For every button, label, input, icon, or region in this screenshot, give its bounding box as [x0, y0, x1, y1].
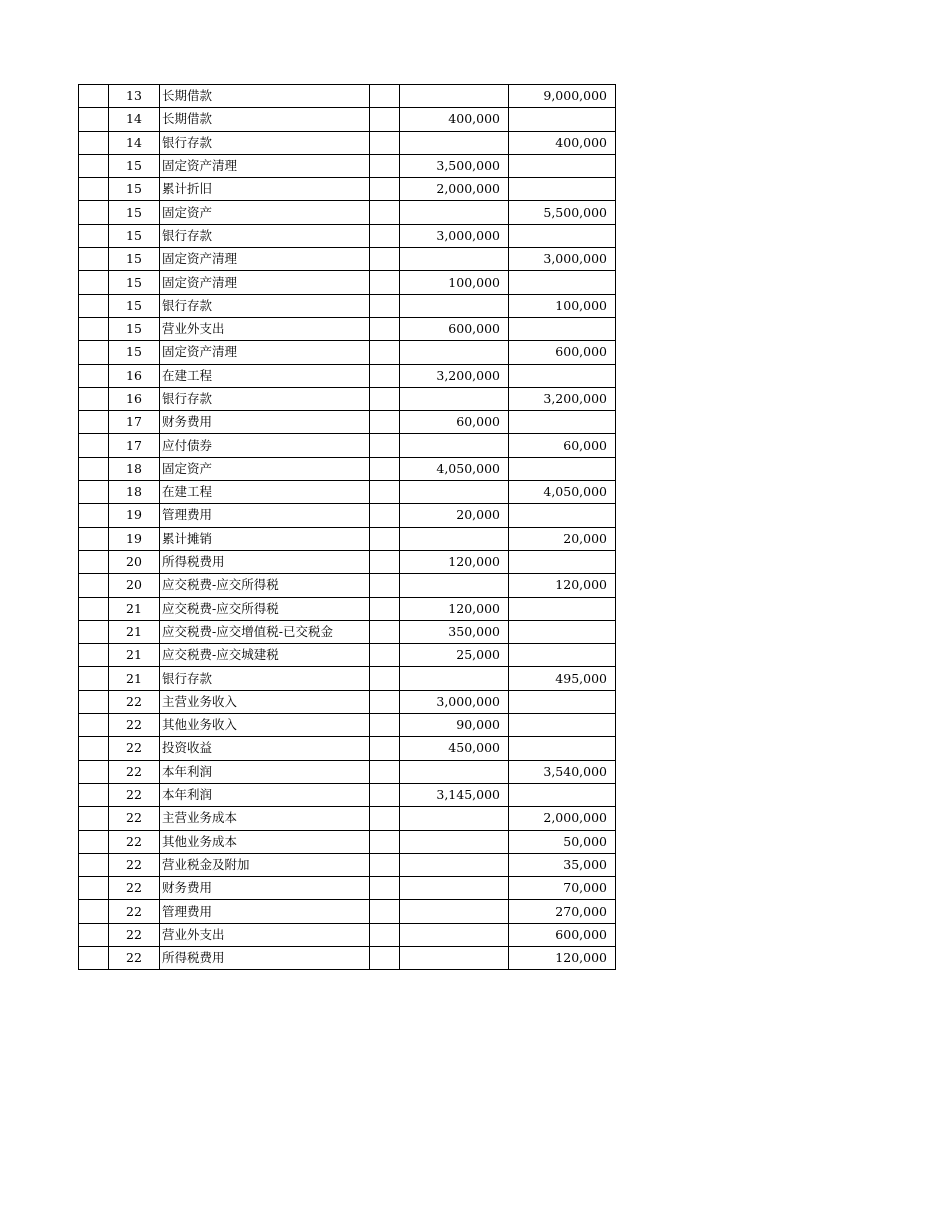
entry-number-cell[interactable]: 14 — [109, 131, 160, 154]
debit-amount-cell[interactable]: 90,000 — [400, 714, 509, 737]
debit-amount-cell[interactable]: 3,145,000 — [400, 783, 509, 806]
blank-cell[interactable] — [79, 830, 109, 853]
blank-cell[interactable] — [79, 550, 109, 573]
entry-number-cell[interactable]: 22 — [109, 737, 160, 760]
reference-cell[interactable] — [370, 271, 400, 294]
table-row — [79, 201, 616, 224]
reference-cell[interactable] — [370, 154, 400, 177]
account-name-cell[interactable]: 应付债券 — [160, 434, 370, 457]
entry-number-cell[interactable]: 15 — [109, 341, 160, 364]
entry-number-cell[interactable]: 22 — [109, 783, 160, 806]
table-row — [79, 131, 616, 154]
credit-amount-cell[interactable] — [509, 597, 616, 620]
table-row — [79, 877, 616, 900]
debit-amount-cell[interactable]: 25,000 — [400, 644, 509, 667]
entry-number-cell[interactable]: 18 — [109, 457, 160, 480]
reference-cell[interactable] — [370, 178, 400, 201]
blank-cell[interactable] — [79, 527, 109, 550]
blank-cell[interactable] — [79, 574, 109, 597]
reference-cell[interactable] — [370, 411, 400, 434]
table-row — [79, 248, 616, 271]
account-name-cell[interactable]: 财务费用 — [160, 411, 370, 434]
ledger-body — [79, 85, 616, 970]
table-row — [79, 434, 616, 457]
credit-amount-cell[interactable] — [509, 737, 616, 760]
debit-amount-cell[interactable] — [400, 85, 509, 108]
blank-cell[interactable] — [79, 597, 109, 620]
account-name-cell[interactable]: 长期借款 — [160, 85, 370, 108]
credit-amount-cell[interactable]: 20,000 — [509, 527, 616, 550]
entry-number-cell[interactable]: 21 — [109, 667, 160, 690]
account-name-cell[interactable]: 主营业务收入 — [160, 690, 370, 713]
table-row — [79, 667, 616, 690]
credit-amount-cell[interactable]: 3,200,000 — [509, 387, 616, 410]
account-name-cell[interactable]: 应交税费-应交城建税 — [160, 644, 370, 667]
credit-amount-cell[interactable] — [509, 783, 616, 806]
account-name-cell[interactable]: 银行存款 — [160, 224, 370, 247]
account-name-cell[interactable]: 管理费用 — [160, 900, 370, 923]
reference-cell[interactable] — [370, 457, 400, 480]
credit-amount-cell[interactable]: 2,000,000 — [509, 807, 616, 830]
reference-cell[interactable] — [370, 946, 400, 969]
account-name-cell[interactable]: 固定资产清理 — [160, 271, 370, 294]
blank-cell[interactable] — [79, 248, 109, 271]
debit-amount-cell[interactable] — [400, 248, 509, 271]
account-name-cell[interactable]: 营业税金及附加 — [160, 853, 370, 876]
credit-amount-cell[interactable]: 50,000 — [509, 830, 616, 853]
entry-number-cell[interactable]: 17 — [109, 411, 160, 434]
entry-number-cell[interactable]: 20 — [109, 550, 160, 573]
debit-amount-cell[interactable]: 3,500,000 — [400, 154, 509, 177]
blank-cell[interactable] — [79, 178, 109, 201]
account-name-cell[interactable]: 在建工程 — [160, 481, 370, 504]
entry-number-cell[interactable]: 16 — [109, 364, 160, 387]
table-row — [79, 946, 616, 969]
reference-cell[interactable] — [370, 760, 400, 783]
debit-amount-cell[interactable] — [400, 481, 509, 504]
reference-cell[interactable] — [370, 830, 400, 853]
entry-number-cell[interactable]: 15 — [109, 271, 160, 294]
account-name-cell[interactable]: 累计折旧 — [160, 178, 370, 201]
table-row — [79, 550, 616, 573]
entry-number-cell[interactable]: 15 — [109, 201, 160, 224]
credit-amount-cell[interactable] — [509, 317, 616, 340]
debit-amount-cell[interactable]: 400,000 — [400, 108, 509, 131]
debit-amount-cell[interactable] — [400, 877, 509, 900]
credit-amount-cell[interactable]: 270,000 — [509, 900, 616, 923]
reference-cell[interactable] — [370, 783, 400, 806]
table-row — [79, 830, 616, 853]
blank-cell[interactable] — [79, 946, 109, 969]
blank-cell[interactable] — [79, 224, 109, 247]
reference-cell[interactable] — [370, 574, 400, 597]
debit-amount-cell[interactable] — [400, 760, 509, 783]
credit-amount-cell[interactable]: 495,000 — [509, 667, 616, 690]
blank-cell[interactable] — [79, 481, 109, 504]
debit-amount-cell[interactable]: 450,000 — [400, 737, 509, 760]
table-row — [79, 900, 616, 923]
entry-number-cell[interactable]: 15 — [109, 178, 160, 201]
account-name-cell[interactable]: 所得税费用 — [160, 550, 370, 573]
entry-number-cell[interactable]: 22 — [109, 830, 160, 853]
reference-cell[interactable] — [370, 294, 400, 317]
reference-cell[interactable] — [370, 737, 400, 760]
table-row — [79, 481, 616, 504]
entry-number-cell[interactable]: 19 — [109, 504, 160, 527]
account-name-cell[interactable]: 固定资产清理 — [160, 341, 370, 364]
entry-number-cell[interactable]: 19 — [109, 527, 160, 550]
reference-cell[interactable] — [370, 690, 400, 713]
debit-amount-cell[interactable] — [400, 923, 509, 946]
account-name-cell[interactable]: 固定资产清理 — [160, 248, 370, 271]
credit-amount-cell[interactable]: 120,000 — [509, 574, 616, 597]
debit-amount-cell[interactable]: 3,200,000 — [400, 364, 509, 387]
account-name-cell[interactable]: 累计摊销 — [160, 527, 370, 550]
debit-amount-cell[interactable]: 20,000 — [400, 504, 509, 527]
credit-amount-cell[interactable]: 400,000 — [509, 131, 616, 154]
debit-amount-cell[interactable] — [400, 387, 509, 410]
entry-number-cell[interactable]: 18 — [109, 481, 160, 504]
credit-amount-cell[interactable] — [509, 690, 616, 713]
debit-amount-cell[interactable] — [400, 131, 509, 154]
blank-cell[interactable] — [79, 667, 109, 690]
account-name-cell[interactable]: 营业外支出 — [160, 317, 370, 340]
debit-amount-cell[interactable]: 4,050,000 — [400, 457, 509, 480]
credit-amount-cell[interactable]: 35,000 — [509, 853, 616, 876]
debit-amount-cell[interactable]: 600,000 — [400, 317, 509, 340]
entry-number-cell[interactable]: 22 — [109, 690, 160, 713]
blank-cell[interactable] — [79, 644, 109, 667]
reference-cell[interactable] — [370, 597, 400, 620]
credit-amount-cell[interactable]: 9,000,000 — [509, 85, 616, 108]
account-name-cell[interactable]: 投资收益 — [160, 737, 370, 760]
blank-cell[interactable] — [79, 85, 109, 108]
reference-cell[interactable] — [370, 131, 400, 154]
blank-cell[interactable] — [79, 364, 109, 387]
blank-cell[interactable] — [79, 341, 109, 364]
debit-amount-cell[interactable]: 350,000 — [400, 620, 509, 643]
credit-amount-cell[interactable]: 60,000 — [509, 434, 616, 457]
credit-amount-cell[interactable] — [509, 224, 616, 247]
entry-number-cell[interactable]: 15 — [109, 294, 160, 317]
reference-cell[interactable] — [370, 224, 400, 247]
blank-cell[interactable] — [79, 201, 109, 224]
debit-amount-cell[interactable]: 3,000,000 — [400, 224, 509, 247]
credit-amount-cell[interactable] — [509, 154, 616, 177]
table-row — [79, 923, 616, 946]
blank-cell[interactable] — [79, 877, 109, 900]
entry-number-cell[interactable]: 22 — [109, 946, 160, 969]
blank-cell[interactable] — [79, 690, 109, 713]
credit-amount-cell[interactable]: 4,050,000 — [509, 481, 616, 504]
reference-cell[interactable] — [370, 317, 400, 340]
credit-amount-cell[interactable] — [509, 620, 616, 643]
blank-cell[interactable] — [79, 317, 109, 340]
blank-cell[interactable] — [79, 900, 109, 923]
account-name-cell[interactable]: 在建工程 — [160, 364, 370, 387]
credit-amount-cell[interactable] — [509, 364, 616, 387]
account-name-cell[interactable]: 营业外支出 — [160, 923, 370, 946]
account-name-cell[interactable]: 应交税费-应交所得税 — [160, 597, 370, 620]
account-name-cell[interactable]: 其他业务收入 — [160, 714, 370, 737]
debit-amount-cell[interactable] — [400, 946, 509, 969]
credit-amount-cell[interactable]: 5,500,000 — [509, 201, 616, 224]
blank-cell[interactable] — [79, 783, 109, 806]
blank-cell[interactable] — [79, 434, 109, 457]
account-name-cell[interactable]: 其他业务成本 — [160, 830, 370, 853]
reference-cell[interactable] — [370, 877, 400, 900]
reference-cell[interactable] — [370, 527, 400, 550]
entry-number-cell[interactable]: 22 — [109, 760, 160, 783]
table-row — [79, 341, 616, 364]
account-name-cell[interactable]: 银行存款 — [160, 667, 370, 690]
credit-amount-cell[interactable]: 600,000 — [509, 923, 616, 946]
table-row — [79, 178, 616, 201]
entry-number-cell[interactable]: 21 — [109, 644, 160, 667]
account-name-cell[interactable]: 财务费用 — [160, 877, 370, 900]
table-row — [79, 154, 616, 177]
debit-amount-cell[interactable]: 100,000 — [400, 271, 509, 294]
debit-amount-cell[interactable]: 120,000 — [400, 597, 509, 620]
credit-amount-cell[interactable] — [509, 504, 616, 527]
credit-amount-cell[interactable]: 120,000 — [509, 946, 616, 969]
entry-number-cell[interactable]: 15 — [109, 224, 160, 247]
table-row — [79, 853, 616, 876]
blank-cell[interactable] — [79, 294, 109, 317]
reference-cell[interactable] — [370, 900, 400, 923]
reference-cell[interactable] — [370, 248, 400, 271]
table-row — [79, 457, 616, 480]
account-name-cell[interactable]: 主营业务成本 — [160, 807, 370, 830]
table-row — [79, 690, 616, 713]
entry-number-cell[interactable]: 16 — [109, 387, 160, 410]
table-row — [79, 574, 616, 597]
debit-amount-cell[interactable] — [400, 853, 509, 876]
credit-amount-cell[interactable] — [509, 178, 616, 201]
reference-cell[interactable] — [370, 85, 400, 108]
reference-cell[interactable] — [370, 853, 400, 876]
entry-number-cell[interactable]: 21 — [109, 620, 160, 643]
credit-amount-cell[interactable] — [509, 550, 616, 573]
debit-amount-cell[interactable] — [400, 900, 509, 923]
debit-amount-cell[interactable]: 3,000,000 — [400, 690, 509, 713]
account-name-cell[interactable]: 银行存款 — [160, 131, 370, 154]
table-row — [79, 224, 616, 247]
table-row — [79, 737, 616, 760]
table-row — [79, 504, 616, 527]
debit-amount-cell[interactable] — [400, 341, 509, 364]
credit-amount-cell[interactable] — [509, 411, 616, 434]
blank-cell[interactable] — [79, 411, 109, 434]
credit-amount-cell[interactable] — [509, 108, 616, 131]
account-name-cell[interactable]: 本年利润 — [160, 760, 370, 783]
table-row — [79, 271, 616, 294]
entry-number-cell[interactable]: 20 — [109, 574, 160, 597]
blank-cell[interactable] — [79, 807, 109, 830]
ledger-table — [78, 84, 616, 970]
account-name-cell[interactable]: 固定资产 — [160, 201, 370, 224]
account-name-cell[interactable]: 所得税费用 — [160, 946, 370, 969]
account-name-cell[interactable]: 本年利润 — [160, 783, 370, 806]
entry-number-cell[interactable]: 17 — [109, 434, 160, 457]
entry-number-cell[interactable]: 14 — [109, 108, 160, 131]
debit-amount-cell[interactable] — [400, 667, 509, 690]
reference-cell[interactable] — [370, 550, 400, 573]
entry-number-cell[interactable]: 21 — [109, 597, 160, 620]
reference-cell[interactable] — [370, 108, 400, 131]
blank-cell[interactable] — [79, 737, 109, 760]
blank-cell[interactable] — [79, 108, 109, 131]
table-row — [79, 294, 616, 317]
blank-cell[interactable] — [79, 271, 109, 294]
entry-number-cell[interactable]: 22 — [109, 877, 160, 900]
credit-amount-cell[interactable]: 600,000 — [509, 341, 616, 364]
debit-amount-cell[interactable] — [400, 201, 509, 224]
debit-amount-cell[interactable]: 60,000 — [400, 411, 509, 434]
account-name-cell[interactable]: 管理费用 — [160, 504, 370, 527]
entry-number-cell[interactable]: 22 — [109, 923, 160, 946]
account-name-cell[interactable]: 固定资产 — [160, 457, 370, 480]
table-row — [79, 317, 616, 340]
table-row — [79, 527, 616, 550]
debit-amount-cell[interactable] — [400, 527, 509, 550]
table-row — [79, 620, 616, 643]
debit-amount-cell[interactable] — [400, 807, 509, 830]
blank-cell[interactable] — [79, 131, 109, 154]
credit-amount-cell[interactable] — [509, 644, 616, 667]
entry-number-cell[interactable]: 22 — [109, 900, 160, 923]
reference-cell[interactable] — [370, 341, 400, 364]
debit-amount-cell[interactable]: 120,000 — [400, 550, 509, 573]
blank-cell[interactable] — [79, 714, 109, 737]
reference-cell[interactable] — [370, 644, 400, 667]
debit-amount-cell[interactable] — [400, 574, 509, 597]
debit-amount-cell[interactable] — [400, 294, 509, 317]
blank-cell[interactable] — [79, 853, 109, 876]
credit-amount-cell[interactable] — [509, 271, 616, 294]
debit-amount-cell[interactable] — [400, 434, 509, 457]
table-row — [79, 644, 616, 667]
table-row — [79, 783, 616, 806]
credit-amount-cell[interactable]: 70,000 — [509, 877, 616, 900]
table-row — [79, 807, 616, 830]
reference-cell[interactable] — [370, 387, 400, 410]
account-name-cell[interactable]: 银行存款 — [160, 294, 370, 317]
table-row — [79, 411, 616, 434]
table-row — [79, 714, 616, 737]
reference-cell[interactable] — [370, 201, 400, 224]
blank-cell[interactable] — [79, 760, 109, 783]
blank-cell[interactable] — [79, 504, 109, 527]
account-name-cell[interactable]: 应交税费-应交增值税-已交税金 — [160, 620, 370, 643]
reference-cell[interactable] — [370, 714, 400, 737]
reference-cell[interactable] — [370, 620, 400, 643]
blank-cell[interactable] — [79, 387, 109, 410]
account-name-cell[interactable]: 固定资产清理 — [160, 154, 370, 177]
blank-cell[interactable] — [79, 923, 109, 946]
table-row — [79, 364, 616, 387]
table-row — [79, 85, 616, 108]
entry-number-cell[interactable]: 15 — [109, 154, 160, 177]
credit-amount-cell[interactable]: 3,540,000 — [509, 760, 616, 783]
reference-cell[interactable] — [370, 923, 400, 946]
credit-amount-cell[interactable]: 100,000 — [509, 294, 616, 317]
credit-amount-cell[interactable] — [509, 457, 616, 480]
table-row — [79, 387, 616, 410]
debit-amount-cell[interactable]: 2,000,000 — [400, 178, 509, 201]
blank-cell[interactable] — [79, 457, 109, 480]
entry-number-cell[interactable]: 15 — [109, 248, 160, 271]
table-row — [79, 760, 616, 783]
debit-amount-cell[interactable] — [400, 830, 509, 853]
account-name-cell[interactable]: 银行存款 — [160, 387, 370, 410]
credit-amount-cell[interactable]: 3,000,000 — [509, 248, 616, 271]
credit-amount-cell[interactable] — [509, 714, 616, 737]
blank-cell[interactable] — [79, 620, 109, 643]
reference-cell[interactable] — [370, 364, 400, 387]
table-row — [79, 597, 616, 620]
reference-cell[interactable] — [370, 807, 400, 830]
entry-number-cell[interactable]: 22 — [109, 807, 160, 830]
account-name-cell[interactable]: 长期借款 — [160, 108, 370, 131]
reference-cell[interactable] — [370, 504, 400, 527]
reference-cell[interactable] — [370, 434, 400, 457]
reference-cell[interactable] — [370, 481, 400, 504]
entry-number-cell[interactable]: 15 — [109, 317, 160, 340]
entry-number-cell[interactable]: 22 — [109, 714, 160, 737]
entry-number-cell[interactable]: 13 — [109, 85, 160, 108]
account-name-cell[interactable]: 应交税费-应交所得税 — [160, 574, 370, 597]
reference-cell[interactable] — [370, 667, 400, 690]
blank-cell[interactable] — [79, 154, 109, 177]
entry-number-cell[interactable]: 22 — [109, 853, 160, 876]
table-row — [79, 108, 616, 131]
